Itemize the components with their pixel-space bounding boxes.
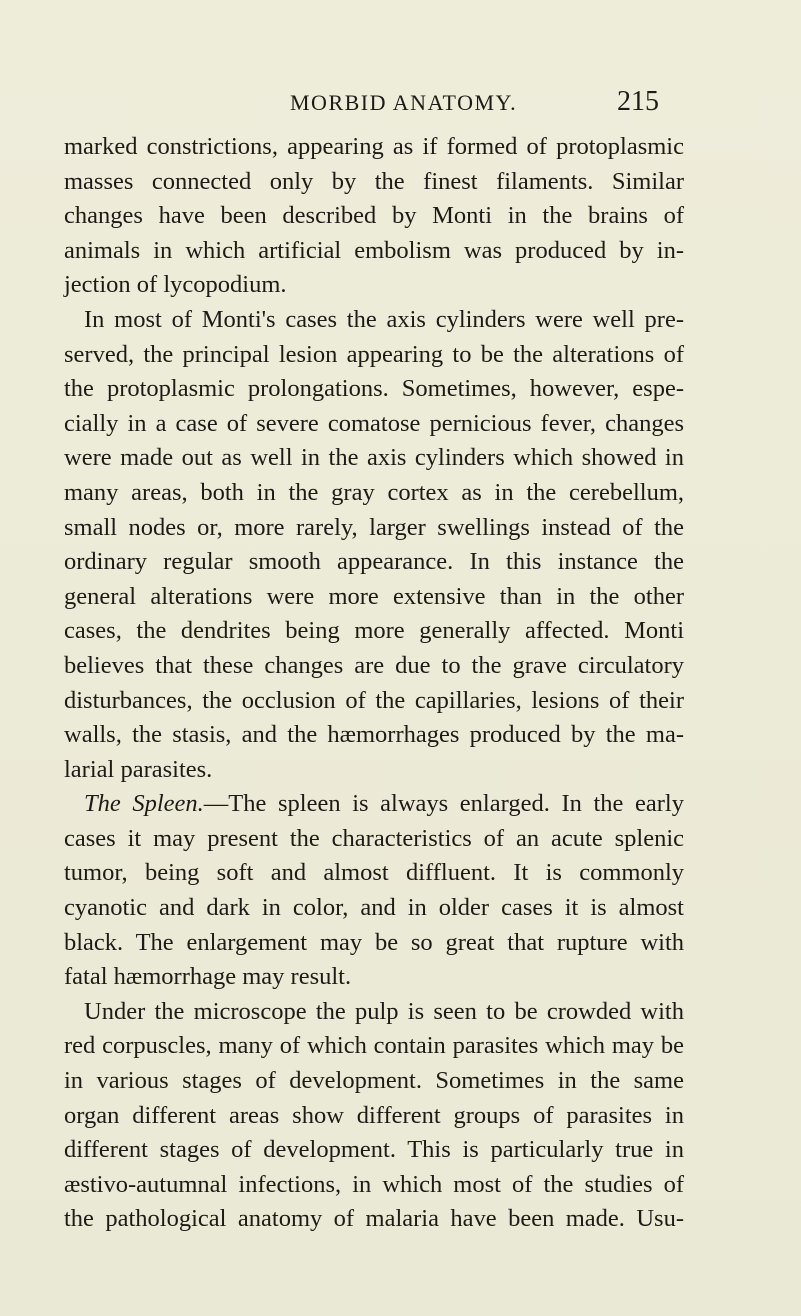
text-line: fatal hæmorrhage may result. — [64, 963, 352, 991]
section-heading-spleen: The Spleen. — [84, 790, 204, 818]
paragraph-1 — [64, 130, 684, 303]
text-line: æstivo-autumnal infections, in which most of the studies of — [64, 1170, 684, 1198]
paragraph-3 — [64, 787, 684, 995]
text-line: red corpuscles, many of which contain parasites which may be — [64, 1032, 684, 1060]
text-line: masses connected only by the finest filaments. Similar — [64, 167, 684, 195]
text-line: Under the microscope the pulp is seen to be crowded with — [84, 997, 684, 1025]
text-line: walls, the stasis, and the hæmorrhages produced by the ma- — [64, 721, 684, 749]
text-line: many areas, both in the gray cortex as in the cerebellum, — [64, 478, 684, 506]
text-line: the pathological anatomy of malaria have been made. Usu- — [64, 1205, 684, 1233]
text-line — [64, 787, 684, 822]
paragraph-2 — [64, 303, 684, 787]
body-text — [64, 130, 684, 1237]
text-line: tumor, being soft and almost diffluent. It is commonly — [64, 859, 684, 887]
page-number: 215 — [617, 86, 659, 117]
paragraph-4 — [64, 995, 684, 1237]
text-line: cially in a case of severe comatose pernicious fever, changes — [64, 409, 684, 437]
text-line: marked constrictions, appearing as if formed of protoplasmic — [64, 133, 684, 160]
text-line: In most of Monti's cases the axis cylinders were well pre- — [84, 305, 684, 333]
text-line: ordinary regular smooth appearance. In this instance the — [64, 548, 684, 576]
text-line: believes that these changes are due to the grave circulatory — [64, 651, 684, 679]
text-line: cases it may present the characteristics of an acute splenic — [64, 824, 684, 852]
text-line: black. The enlargement may be so great that rupture with — [64, 928, 684, 956]
text-line: organ different areas show different groups of parasites in — [64, 1101, 684, 1129]
text-line: cases, the dendrites being more generally affected. Monti — [64, 617, 684, 645]
page-header — [0, 84, 801, 124]
text-line: small nodes or, more rarely, larger swellings instead of the — [64, 513, 684, 541]
text-line: changes have been described by Monti in the brains of — [64, 202, 684, 230]
text-span: —The spleen is always enlarged. In the early — [203, 790, 684, 818]
text-line: in various stages of development. Sometimes in the same — [64, 1067, 684, 1095]
text-line: disturbances, the occlusion of the capillaries, lesions of their — [64, 686, 684, 714]
text-line: larial parasites. — [64, 755, 213, 783]
text-line: general alterations were more extensive than in the other — [64, 582, 684, 610]
text-line: animals in which artificial embolism was produced by in- — [64, 236, 684, 264]
text-line: the protoplasmic prolongations. Sometimes, however, espe- — [64, 375, 684, 403]
text-line: different stages of development. This is particularly true in — [64, 1136, 684, 1164]
text-line: cyanotic and dark in color, and in older cases it is almost — [64, 894, 684, 922]
text-line: were made out as well in the axis cylinders which showed in — [64, 444, 684, 472]
text-line: jection of lycopodium. — [64, 271, 287, 299]
text-line: served, the principal lesion appearing to be the alterations of — [64, 340, 684, 368]
running-head: MORBID ANATOMY. — [290, 90, 518, 115]
